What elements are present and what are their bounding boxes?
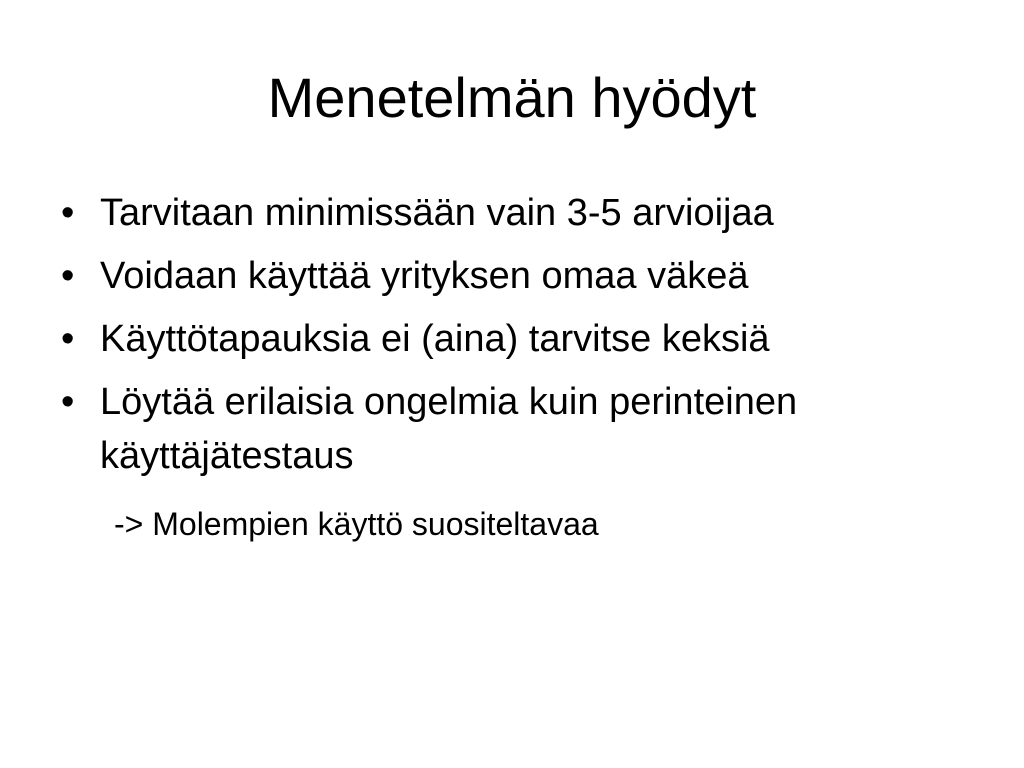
bullet-text: Voidaan käyttää yrityksen omaa väkeä	[100, 255, 749, 297]
bullet-text: Tarvitaan minimissään vain 3-5 arvioijaa	[100, 192, 774, 234]
bullet-marker-icon: •	[61, 318, 75, 360]
bullet-marker-icon: •	[61, 381, 75, 423]
bullet-text: Käyttötapauksia ei (aina) tarvitse keksiä	[100, 318, 770, 360]
bullet-marker-icon: •	[61, 255, 75, 297]
slide-title: Menetelmän hyödyt	[267, 66, 757, 129]
bullet-item	[55, 312, 985, 366]
bullet-marker-icon: •	[61, 192, 75, 234]
bullet-text: Löytää erilaisia ongelmia kuin perinteinen käyttäjätestaus	[100, 381, 798, 477]
bullet-item	[55, 186, 985, 240]
bullet-item	[55, 375, 985, 483]
bullet-item	[55, 249, 985, 303]
bullet-list	[55, 186, 985, 492]
sub-bullet-text: -> Molempien käyttö suositeltavaa	[114, 506, 599, 542]
